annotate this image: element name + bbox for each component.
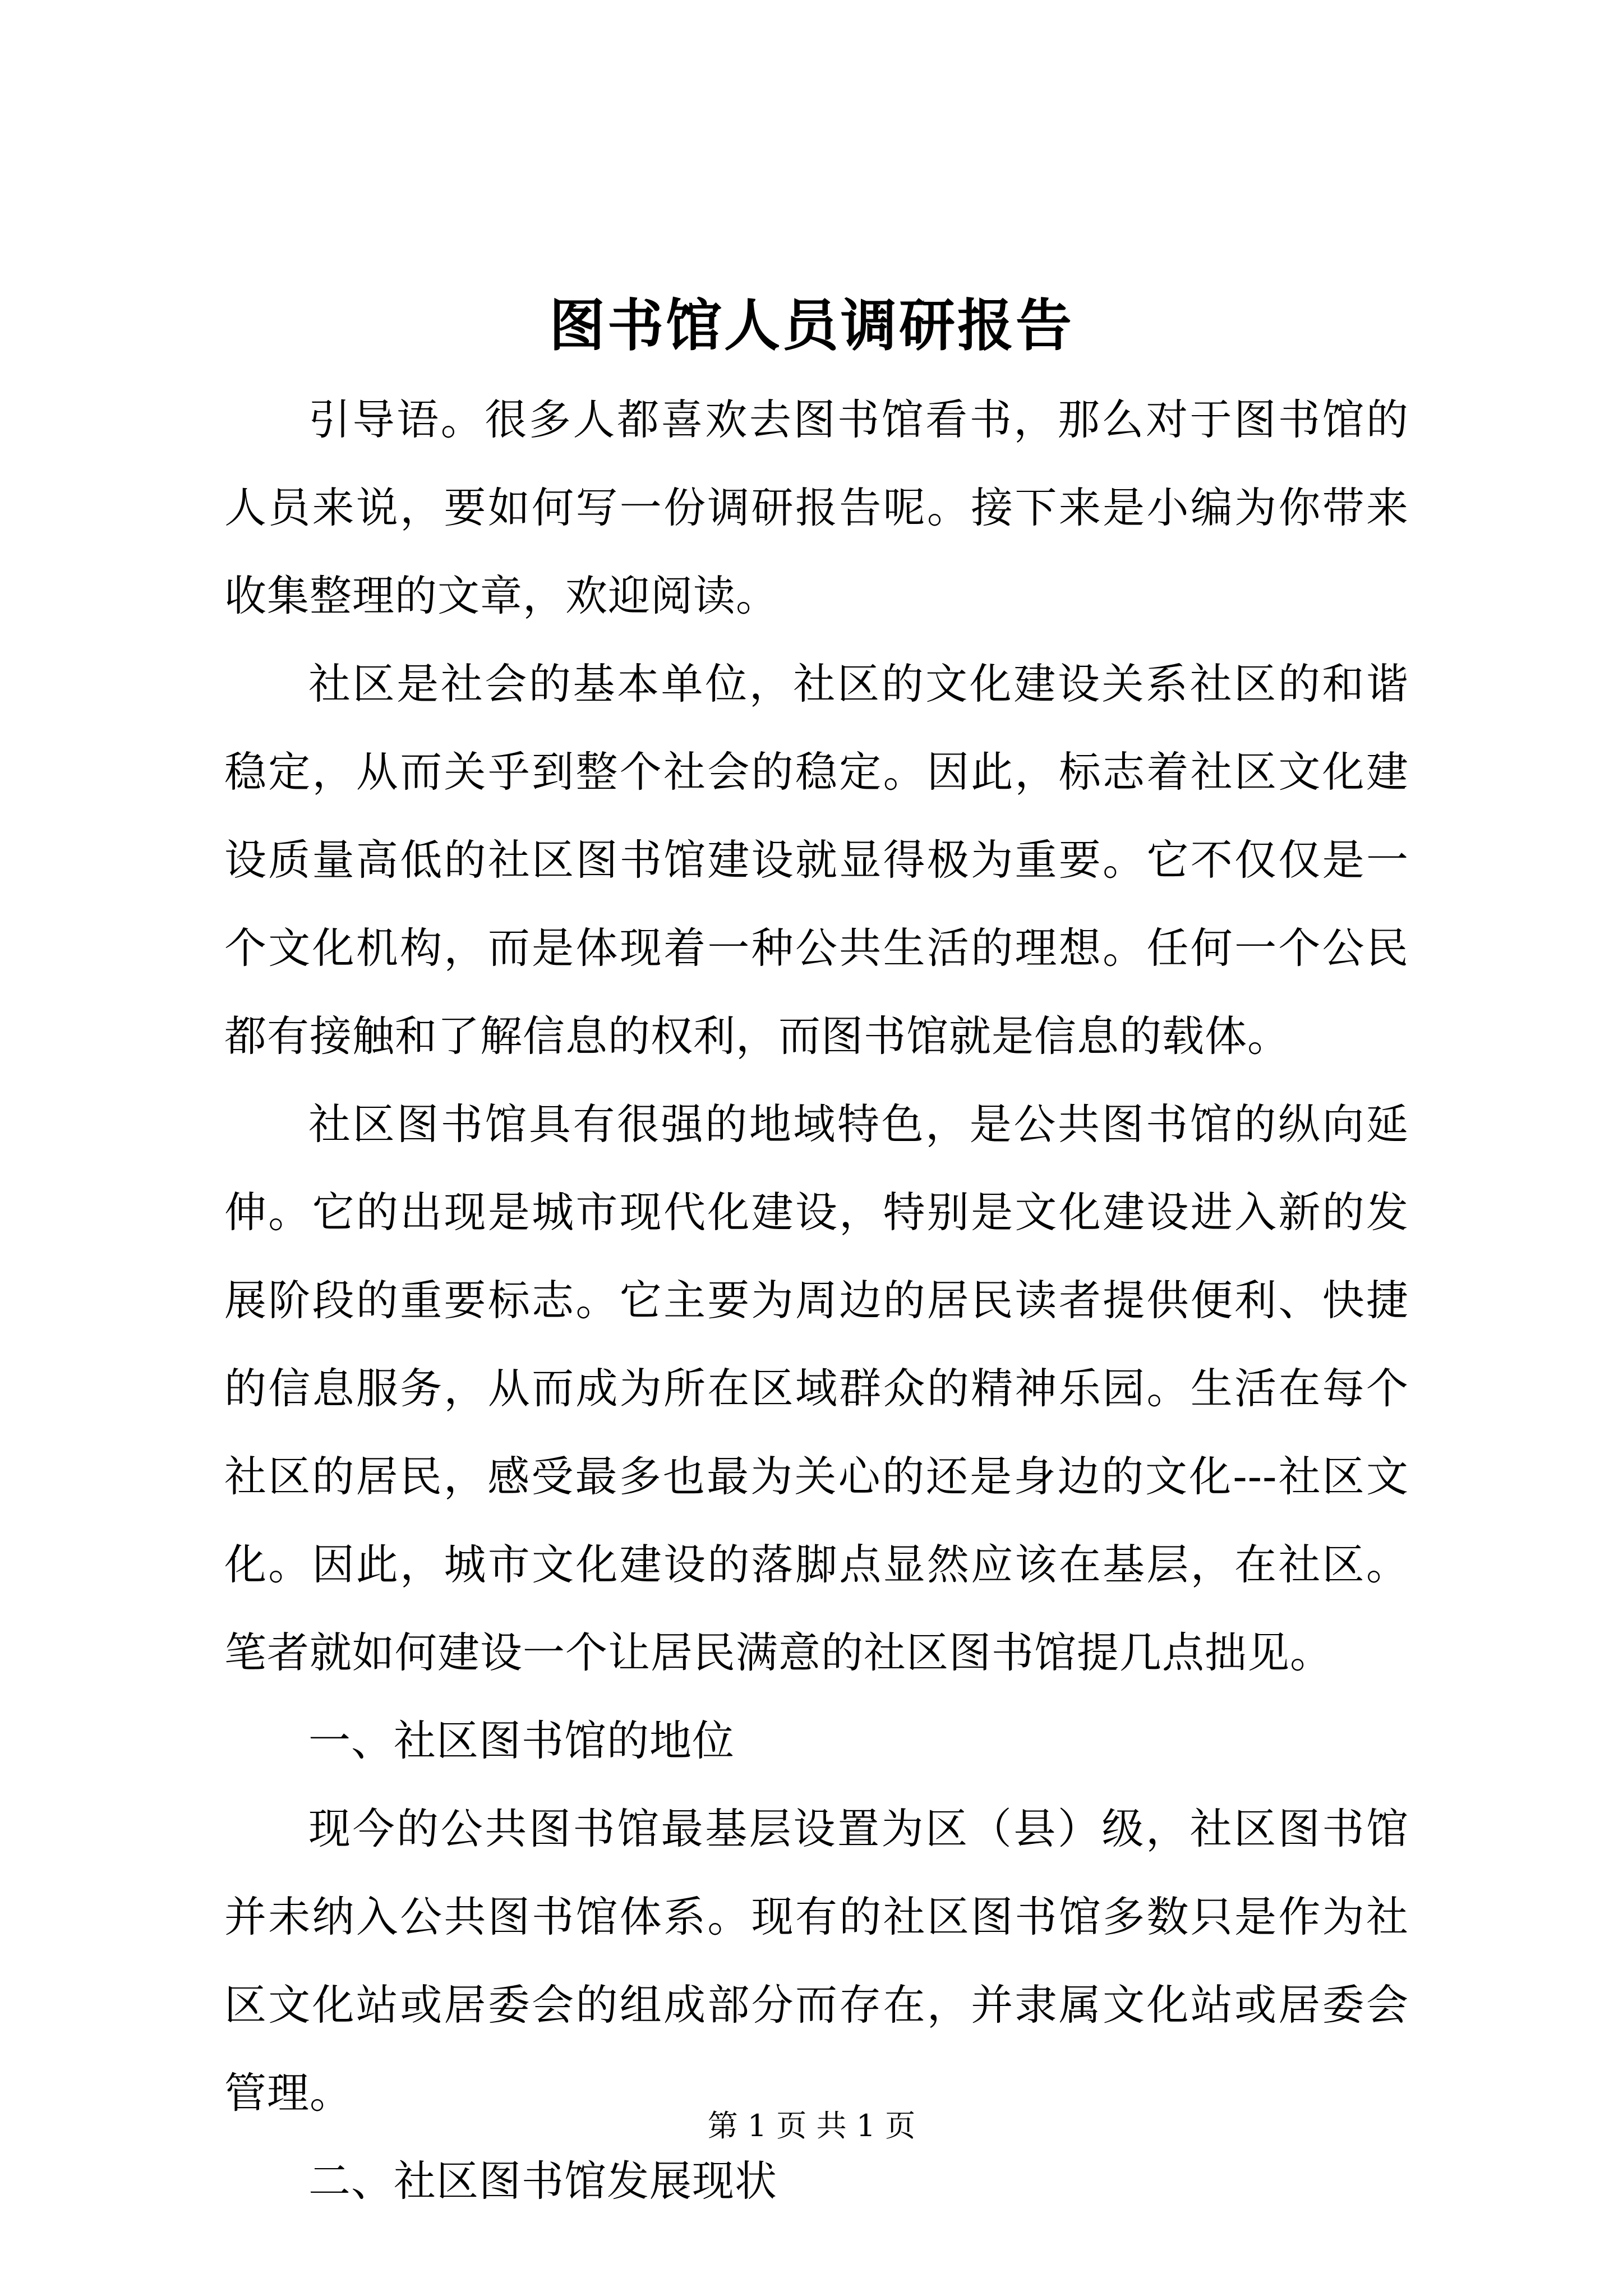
paragraph-community: 社区是社会的基本单位，社区的文化建设关系社区的和谐稳定，从而关乎到整个社会的稳定。因此，标志着社区文化建设质量高低的社区图书馆建设就显得极为重要。它不仅仅是一个文化机构，而是体现着一种公共生活的理想。任何一个公民都有接触和了解信息的权利，而图书馆就是信息的载体。 [224,659,1409,1061]
section-heading-development: 二、社区图书馆发展现状 [308,2156,778,2206]
section-heading-status: 一、社区图书馆的地位 [308,1716,735,1765]
paragraph-library-features: 社区图书馆具有很强的地域特色，是公共图书馆的纵向延伸。它的出现是城市现代化建设，特别是文化建设进入新的发展阶段的重要标志。它主要为周边的居民读者提供便利、快捷的信息服务，从而成为所在区域群众的精神乐园。生活在每个社区的居民，感受最多也最为关心的还是身边的文化---社区文化。因此，城市文化建设的落脚点显然应该在基层，在社区。笔者就如何建设一个让居民满意的社区图书馆提几点拙见。 [224,1099,1409,1677]
document-title: 图书馆人员调研报告 [549,292,1074,358]
paragraph-status: 现今的公共图书馆最基层设置为区（县）级，社区图书馆并未纳入公共图书馆体系。现有的社区图书馆多数只是作为社区文化站或居委会的组成部分而存在，并隶属文化站或居委会管理。 [224,1804,1409,2118]
document-body [224,376,1409,2225]
paragraph-intro: 引导语。很多人都喜欢去图书馆看书，那么对于图书馆的人员来说，要如何写一份调研报告呢。接下来是小编为你带来收集整理的文章，欢迎阅读。 [224,395,1409,620]
page-footer: 第 1 页 共 1 页 [707,2108,916,2143]
